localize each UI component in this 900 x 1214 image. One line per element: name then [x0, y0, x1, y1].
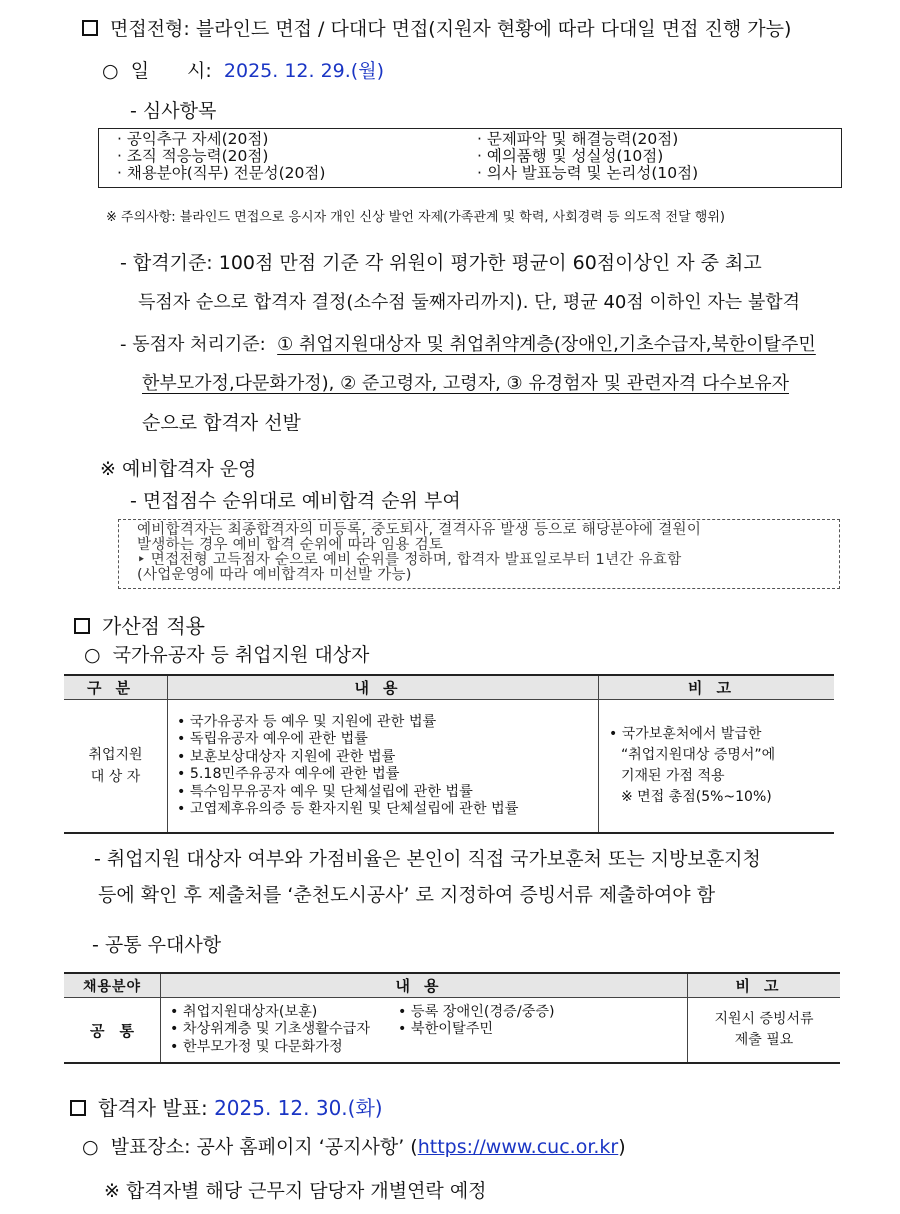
- caution-note: ※ 주의사항: 블라인드 면접으로 응시자 개인 신상 발언 자제(가족관계 및 학력, 사회경력 등 의도적 전달 행위): [106, 210, 725, 225]
- criteria-right-list: [477, 131, 698, 182]
- list-item: • 보훈보상대상자 지원에 관한 법률: [177, 748, 396, 765]
- homepage-link[interactable]: https://www.cuc.or.kr: [417, 1136, 619, 1158]
- table-header: 구분: [64, 675, 168, 700]
- reserve-note-line: 예비합격자는 최종합격자의 미등록, 중도퇴사, 결격사유 발생 등으로 해당분야에 결원이: [137, 522, 702, 538]
- reserve-note-line: (사업운영에 따라 예비합격자 미선발 가능): [137, 567, 412, 583]
- preference-list-right: [394, 1004, 555, 1057]
- table-header-row: [64, 675, 834, 700]
- remark-cell: • 국가보훈처에서 발급한 “취업지원대상 증명서”에 기재된 가점 적용 ※ 면접 총점(5%~10%): [599, 700, 835, 834]
- checkbox-square-icon: [70, 1100, 86, 1116]
- row-label: 취업지원 대 상 자: [64, 700, 168, 834]
- table-row: [64, 998, 840, 1064]
- interview-heading: 면접전형: 블라인드 면접 / 다대다 면접(지원자 현황에 따라 다대일 면접 진행 가능): [82, 14, 791, 41]
- criteria-item: · 의사 발표능력 및 논리성(10점): [477, 164, 699, 182]
- criteria-item: · 문제파악 및 해결능력(20점): [477, 130, 679, 148]
- list-item: • 고엽제후유의증 등 환자지원 및 단체설립에 관한 법률: [177, 801, 519, 817]
- reserve-note-box: [118, 519, 840, 589]
- criteria-item: · 예의품행 및 성실성(10점): [477, 147, 664, 165]
- bonus-note-line2: 등에 확인 후 제출처를 ‘춘천도시공사’ 로 지정하여 증빙서류 제출하여야 함: [98, 884, 716, 906]
- table-header: 내용: [168, 675, 599, 700]
- table-header: 채용분야: [64, 973, 161, 998]
- tie-criteria-line1: - 동점자 처리기준: ① 취업지원대상자 및 취업취약계층(장애인,기초수급자,북한이탈주민: [120, 334, 816, 355]
- preference-cell: [161, 998, 688, 1064]
- circle-bullet-icon: ○: [102, 60, 119, 82]
- bonus-sub: ○ 국가유공자 등 취업지원 대상자: [84, 644, 370, 666]
- list-item: • 등록 장애인(경증/중증): [398, 1003, 555, 1020]
- pass-criteria-line2: 득점자 순으로 합격자 결정(소수점 둘째자리까지). 단, 평균 40점 이하인 자는 불합격: [138, 292, 801, 313]
- checkbox-square-icon: [74, 618, 90, 634]
- list-item: • 국가유공자 등 예우 및 지원에 관한 법률: [177, 713, 437, 730]
- circle-bullet-icon: ○: [82, 1136, 99, 1158]
- table-header: 비고: [599, 675, 835, 700]
- list-item: • 한부모가정 및 다문화가정: [170, 1038, 343, 1055]
- common-table: [64, 972, 840, 1064]
- row-label: 공 통: [64, 998, 161, 1064]
- list-item: • 특수임무유공자 예우 및 단체설립에 관한 법률: [177, 783, 473, 800]
- criteria-title: - 심사항목: [130, 100, 217, 122]
- table-header-row: [64, 973, 840, 998]
- checkbox-square-icon: [82, 20, 98, 36]
- table-header: 내용: [161, 973, 688, 998]
- announce-place: ○ 발표장소: 공사 홈페이지 ‘공지사항’ (https://www.cuc.or.kr): [82, 1136, 626, 1158]
- interview-date-value: 2025. 12. 29.(월): [223, 60, 384, 82]
- bonus-heading: 가산점 적용: [74, 610, 205, 639]
- announce-date: 2025. 12. 30.(화): [214, 1096, 383, 1120]
- announce-heading: 합격자 발표: 2025. 12. 30.(화): [70, 1092, 383, 1121]
- list-item: • 북한이탈주민: [398, 1021, 494, 1038]
- criteria-left-list: [117, 131, 325, 182]
- reserve-note-line: 발생하는 경우 예비 합격 순위에 따라 임용 검토: [137, 537, 444, 553]
- circle-bullet-icon: ○: [84, 644, 101, 666]
- common-title: - 공통 우대사항: [92, 934, 222, 956]
- criteria-item: · 채용분야(직무) 전문성(20점): [117, 164, 326, 182]
- table-header: 비고: [688, 973, 841, 998]
- pass-criteria-line1: - 합격기준: 100점 만점 기준 각 위원이 평가한 평균이 60점이상인 자 중 최고: [120, 252, 762, 274]
- tie-criteria-line2: 한부모가정,다문화가정), ② 준고령자, 고령자, ③ 유경험자 및 관련자격 다수보유자: [142, 373, 789, 394]
- interview-date: ○ 일 시: 2025. 12. 29.(월): [102, 60, 384, 82]
- preference-list-left: [162, 1004, 394, 1057]
- reserve-note-line: ‣ 면접전형 고득점자 순으로 예비 순위를 정하며, 합격자 발표일로부터 1년간 유효함: [137, 552, 682, 568]
- criteria-box: [98, 128, 842, 188]
- list-item: • 5.18민주유공자 예우에 관한 법률: [177, 766, 400, 782]
- list-item: • 독립유공자 예우에 관한 법률: [177, 731, 368, 747]
- table-row: [64, 700, 834, 834]
- law-list: [169, 714, 597, 819]
- criteria-item: · 조직 적응능력(20점): [117, 147, 269, 165]
- reserve-sub: - 면접점수 순위대로 예비합격 순위 부여: [130, 490, 461, 512]
- list-item: • 취업지원대상자(보훈): [170, 1003, 318, 1020]
- announce-contact: ※ 합격자별 해당 근무지 담당자 개별연락 예정: [104, 1180, 487, 1202]
- bonus-note-line1: - 취업지원 대상자 여부와 가점비율은 본인이 직접 국가보훈처 또는 지방보훈지청: [94, 848, 761, 870]
- list-item: • 차상위계층 및 기초생활수급자: [170, 1021, 371, 1038]
- reserve-title: ※ 예비합격자 운영: [100, 458, 257, 480]
- bonus-table: [64, 674, 834, 834]
- criteria-item: · 공익추구 자세(20점): [117, 130, 269, 148]
- tie-criteria-line3: 순으로 합격자 선발: [142, 412, 301, 434]
- law-list-cell: [168, 700, 599, 834]
- remark-cell: 지원시 증빙서류 제출 필요: [688, 998, 841, 1064]
